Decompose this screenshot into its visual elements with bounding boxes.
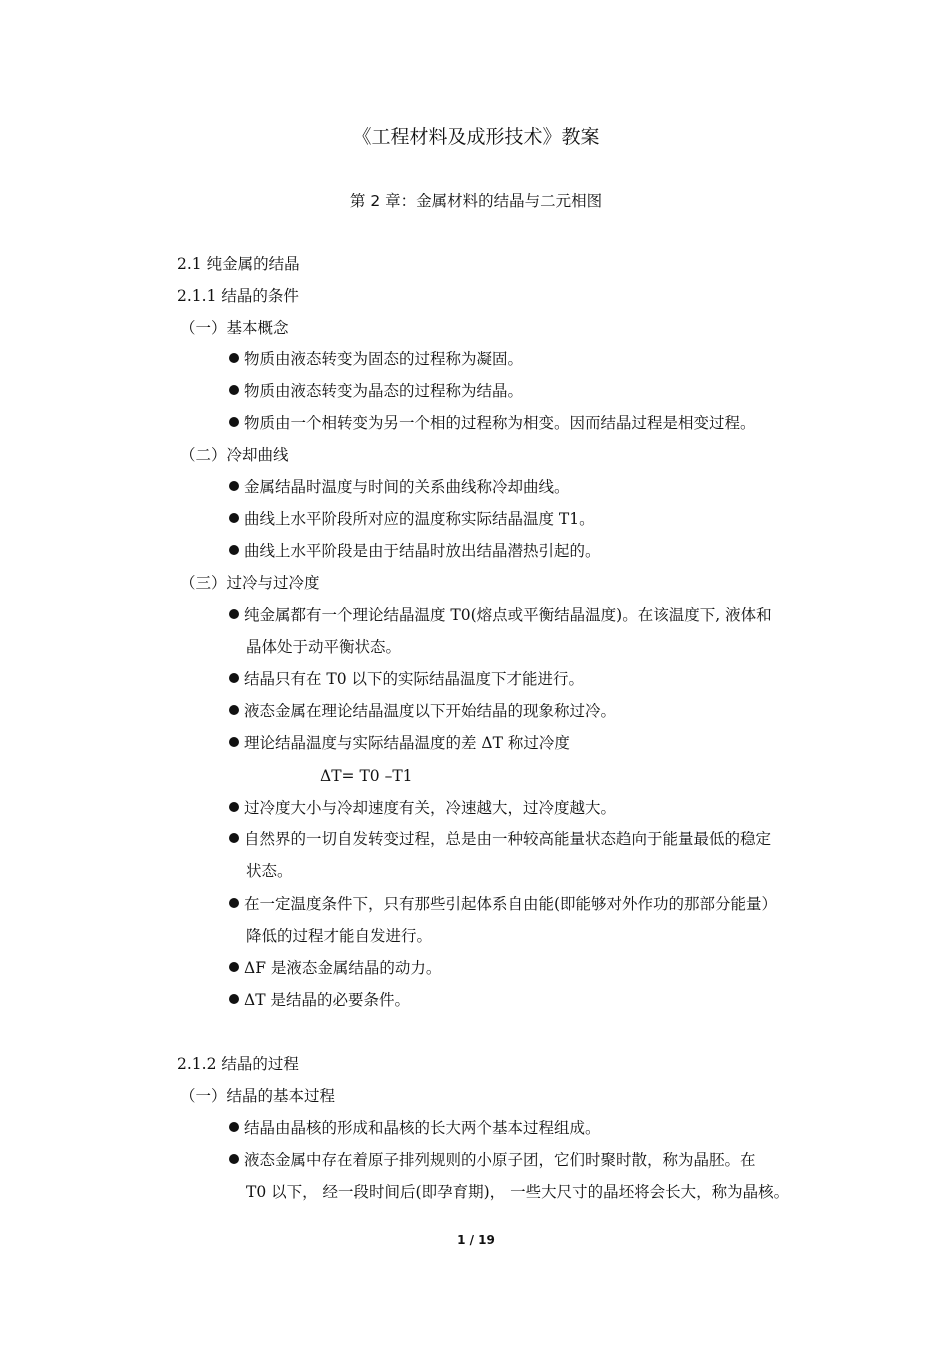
chapter-heading: 第 2 章：金属材料的结晶与二元相图 <box>349 192 603 210</box>
bullet-icon <box>229 802 239 812</box>
bullet-icon <box>229 609 239 619</box>
bullet-item: 结晶只有在 T0 以下的实际结晶温度下才能进行。 <box>229 668 584 690</box>
subsection-basic-concepts: （一）基本概念 <box>180 319 289 337</box>
bullet-icon <box>229 1122 239 1132</box>
bullet-item: 纯金属都有一个理论结晶温度 T0(熔点或平衡结晶温度)。在该温度下, 液体和 <box>229 604 772 626</box>
section-heading-2-1-1: 2.1.1 结晶的条件 <box>177 287 299 305</box>
bullet-icon <box>229 833 239 843</box>
page-number: 1 / 19 <box>457 1233 495 1247</box>
bullet-item: ΔT 是结晶的必要条件。 <box>229 989 410 1011</box>
bullet-icon <box>229 737 239 747</box>
bullet-item: 过冷度大小与冷却速度有关，冷速越大，过冷度越大。 <box>229 797 616 819</box>
bullet-continuation: 降低的过程才能自发进行。 <box>246 927 433 945</box>
bullet-icon <box>229 385 239 395</box>
bullet-item: 在一定温度条件下，只有那些引起体系自由能(即能够对外作功的那部分能量） <box>229 893 777 915</box>
bullet-item: 曲线上水平阶段所对应的温度称实际结晶温度 T1。 <box>229 508 595 530</box>
bullet-icon <box>229 705 239 715</box>
bullet-icon <box>229 962 239 972</box>
bullet-continuation: T0 以下， 经一段时间后(即孕育期)， 一些大尺寸的晶坯将会长大，称为晶核。 <box>246 1183 790 1201</box>
bullet-item: 理论结晶温度与实际结晶温度的差 ΔT 称过冷度 <box>229 732 570 754</box>
formula: ΔT= T0 –T1 <box>320 767 413 785</box>
bullet-icon <box>229 898 239 908</box>
bullet-icon <box>229 353 239 363</box>
bullet-item: 液态金属中存在着原子排列规则的小原子团，它们时聚时散，称为晶胚。在 <box>229 1149 756 1171</box>
bullet-continuation: 晶体处于动平衡状态。 <box>246 638 402 656</box>
section-heading-2-1-2: 2.1.2 结晶的过程 <box>177 1055 299 1073</box>
bullet-item: 自然界的一切自发转变过程，总是由一种较高能量状态趋向于能量最低的稳定 <box>229 828 771 850</box>
bullet-item: 结晶由晶核的形成和晶核的长大两个基本过程组成。 <box>229 1117 601 1139</box>
bullet-icon <box>229 481 239 491</box>
bullet-icon <box>229 513 239 523</box>
bullet-item: 金属结晶时温度与时间的关系曲线称冷却曲线。 <box>229 476 570 498</box>
bullet-icon <box>229 417 239 427</box>
bullet-continuation: 状态。 <box>246 862 293 880</box>
bullet-icon <box>229 994 239 1004</box>
bullet-item: ΔF 是液态金属结晶的动力。 <box>229 957 441 979</box>
bullet-item: 物质由液态转变为晶态的过程称为结晶。 <box>229 380 523 402</box>
bullet-item: 曲线上水平阶段是由于结晶时放出结晶潜热引起的。 <box>229 540 601 562</box>
subsection-basic-process: （一）结晶的基本过程 <box>180 1087 336 1105</box>
bullet-item: 液态金属在理论结晶温度以下开始结晶的现象称过冷。 <box>229 700 616 722</box>
bullet-icon <box>229 1154 239 1164</box>
bullet-icon <box>229 673 239 683</box>
bullet-item: 物质由一个相转变为另一个相的过程称为相变。因而结晶过程是相变过程。 <box>229 412 756 434</box>
document-title: 《工程材料及成形技术》教案 <box>352 126 600 148</box>
subsection-undercooling: （三）过冷与过冷度 <box>180 574 320 592</box>
section-heading-2-1: 2.1 纯金属的结晶 <box>177 255 300 273</box>
subsection-cooling-curve: （二）冷却曲线 <box>180 446 289 464</box>
bullet-icon <box>229 545 239 555</box>
bullet-item: 物质由液态转变为固态的过程称为凝固。 <box>229 348 523 370</box>
